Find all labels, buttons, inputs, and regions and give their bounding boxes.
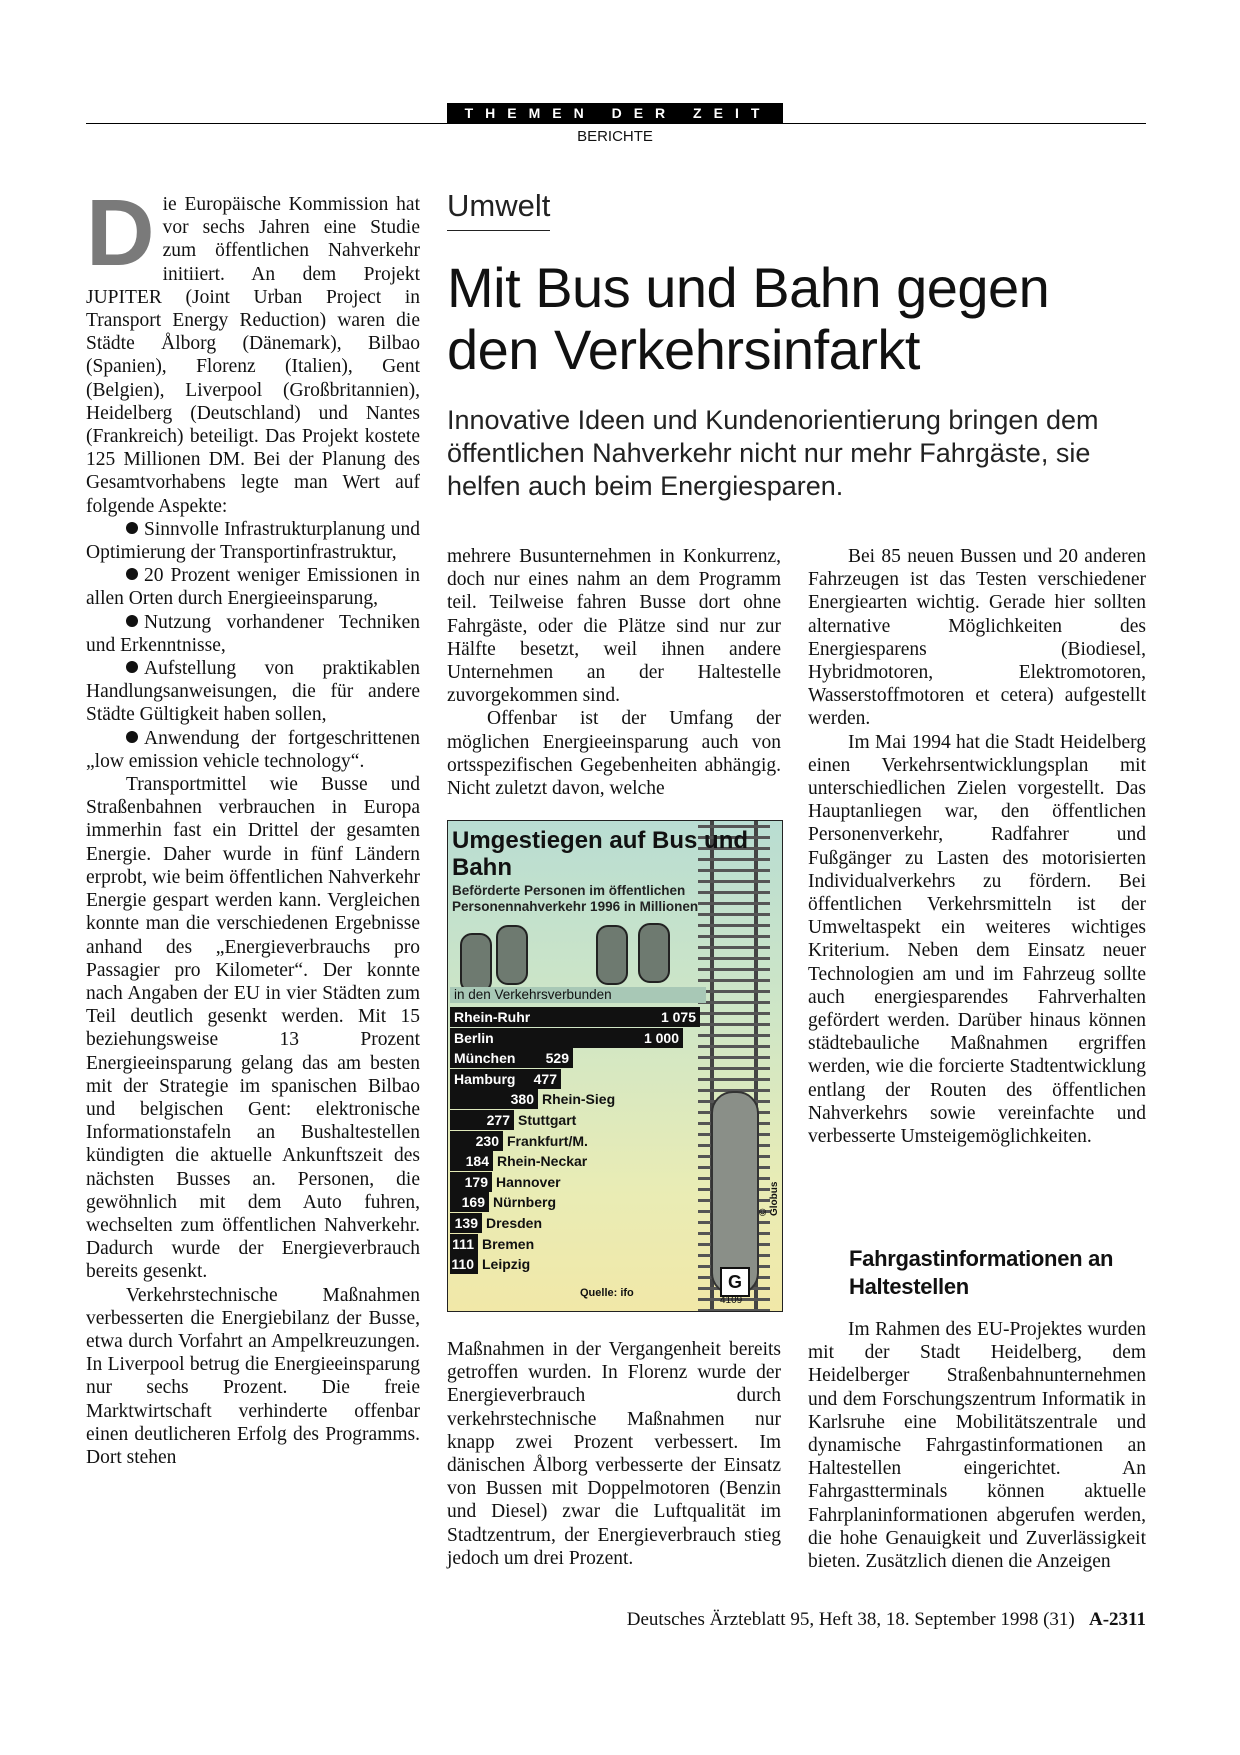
bar-value-label: 477	[533, 1070, 557, 1087]
rail-tie	[698, 935, 770, 938]
bar-value-label: 529	[545, 1050, 569, 1067]
drop-cap: D	[86, 180, 155, 286]
paragraph: Verkehrstechnische Maßnahmen verbesserten die Energiebilanz der Busse, etwa durch Vorfahrt an Ampelkreuzungen. In Liverpool betrug die Energieeinsparung nur sechs Prozent. Die freie Marktwirtschaft verhinderte offenbar einen deutlicheren Erfolg des Programms. Dort stehen	[86, 1284, 420, 1468]
bar-value-label: 380	[510, 1091, 534, 1108]
bar-category-label: Hamburg	[454, 1070, 516, 1087]
bullet-dot-icon	[126, 731, 138, 743]
rail-tie	[698, 1023, 770, 1026]
bar-category-label: Stuttgart	[518, 1112, 577, 1128]
chart-bar	[450, 1254, 478, 1274]
chart-bar	[450, 1192, 489, 1212]
paragraph: Bei 85 neuen Bussen und 20 anderen Fahrzeugen ist das Testen verschiedener Energiearten wichtig. Gerade hier sollten alternative Möglichkeiten des Energiesparens (Biodiesel, Hybridmotoren, Elektromotoren, Wasserstoffmotoren et cetera) aufgestellt werden.	[808, 546, 1146, 730]
chart-bar	[450, 1110, 514, 1130]
paragraph-text: ie Europäische Kommission hat vor sechs Jahren eine Studie zum öffentlichen Nahverkehr initiiert. An dem Projekt JUPITER (Joint Urban Project in Transport Energy Reduction) waren die Städte Ålborg (Dänemark), Bilbao (Spanien), Florenz (Italien), Gent (Belgien), Liverpool (Großbritannien), Heidelberg (Deutschland) und Nantes (Frankreich) beteiligt. Das Projekt kostete 125 Millionen DM. Bei der Planung des Gesamtvorhabens legte man Wert auf folgende Aspekte:	[86, 194, 420, 517]
article-headline: Mit Bus und Bahn gegen den Verkehrsinfarkt	[447, 256, 1050, 381]
car-icon	[596, 925, 628, 985]
bullet-dot-icon	[126, 522, 138, 534]
bar-value-label: 139	[454, 1215, 478, 1231]
rail-tie	[698, 1078, 770, 1081]
rail-tie	[698, 957, 770, 960]
rail-tie	[698, 924, 770, 927]
graphic-brand: © Globus	[758, 1181, 780, 1216]
paragraph: Im Mai 1994 hat die Stadt Heidelberg einen Verkehrsentwicklungsplan mit unterschiedlichen Zielen vorgestellt. Das Hauptanliegen war, den öffentlichen Personenverkehr, Radfahrer und Fußgänger zu Lasten des motorisierten Individualverkehrs zu fördern. Bei öffentlichen Verkehrsmitteln ist der Umweltaspekt ein weiteres wichtiges Kriterium. Neben dem Einsatz neuer Technologien am und im Fahrzeug sollte auch energiesparendes Fahrverhalten gefördert werden. Darüber hinaus können städtebauliche Maßnahmen ergriffen werden, wie die forcierte Stadtentwicklung entlang der Routen des öffentlichen Nahverkehrs sowie vereinfachte und verbesserte Umsteigemöglichkeiten.	[808, 731, 1146, 1148]
rail-tie	[698, 1067, 770, 1070]
bar-category-label: Bremen	[482, 1235, 535, 1252]
bar-value-label: 110	[451, 1256, 474, 1273]
graphic-title: Umgestiegen auf Bus und Bahn	[452, 827, 749, 881]
bullet-item	[86, 657, 420, 727]
article-column-2	[447, 545, 781, 800]
bar-category-label: Rhein-Neckar	[497, 1153, 588, 1170]
bar-value-label: 111	[452, 1235, 474, 1252]
bullet-item	[86, 727, 420, 773]
chart-bar	[450, 1213, 482, 1233]
chart-bar	[450, 1234, 478, 1254]
bullet-text: Nutzung vorhandener Techniken und Erkenntnisse,	[86, 611, 420, 656]
rail-tie	[698, 990, 770, 993]
section-banner: THEMEN DER ZEIT	[447, 103, 783, 123]
bullet-item	[86, 564, 420, 610]
paragraph: Maßnahmen in der Vergangenheit bereits getroffen wurden. In Florenz wurde der Energieverbrauch durch verkehrstechnische Maßnahmen nur knapp zwei Prozent verbessert. Im dänischen Ålborg verbesserte der Einsatz von Bussen mit Doppelmotoren (Benzin und Diesel) zwar die Luftqualität im Stadtzentrum, der Energieverbrauch stieg jedoch um drei Prozent.	[447, 1339, 781, 1569]
bullet-text: Sinnvolle Infrastrukturplanung und Optimierung der Transportinfrastruktur,	[86, 518, 420, 564]
header-rule	[86, 123, 1146, 124]
rail-tie	[698, 1012, 770, 1015]
bar-category-label: Dresden	[486, 1215, 543, 1231]
paragraph: Im Rahmen des EU-Projektes wurden mit der Stadt Heidelberg, dem Heidelberger Straßenbahnunternehmen und dem Forschungszentrum Informatik in Karlsruhe eine Mobilitätszentrale und dynamische Fahrgastinformationen an Haltestellen eingerichtet. An Fahrgastterminals können aktuelle Fahrplaninformationen abgerufen werden, die hohe Genauigkeit und Zuverlässigkeit bieten. Zusätzlich dienen die Anzeigen	[808, 1319, 1146, 1573]
rail-tie	[698, 979, 770, 982]
bar-value-label: 1 000	[643, 1029, 679, 1046]
bullet-text: Aufstellung von praktikablen Handlungsanweisungen, die für andere Städte Gültigkeit haben sollen,	[86, 658, 420, 726]
bullet-text: 20 Prozent weniger Emissionen in allen Orten durch Energieeinsparung,	[86, 565, 420, 610]
graphic-region-label: in den Verkehrsverbunden	[450, 987, 706, 1003]
rail-tie	[698, 1056, 770, 1059]
rail-tie	[698, 946, 770, 949]
bullet-text: Anwendung der fortgeschrittenen „low emission vehicle technology“.	[86, 727, 420, 772]
footer-citation: Deutsches Ärzteblatt 95, Heft 38, 18. September 1998 (31)	[626, 1609, 1075, 1630]
rail-tie	[698, 1034, 770, 1037]
bar-value-label: 184	[465, 1153, 489, 1170]
bar-value-label: 230	[475, 1132, 499, 1149]
article-column-2-continued	[447, 1338, 781, 1570]
bar-value-label: 169	[461, 1194, 485, 1211]
paragraph: mehrere Busunternehmen in Konkurrenz, doch nur eines nahm an dem Programm teil. Teilweise fahren Busse dort ohne Fahrgäste, oder die Plätze sind nur zur Hälfte besetzt, weil ihnen andere Unternehmen an der Haltestelle zuvorgekommen sind.	[447, 546, 781, 707]
bar-category-label: Rhein-Sieg	[542, 1091, 616, 1108]
graphic-number: 4109	[720, 1295, 743, 1306]
bullet-item	[86, 611, 420, 657]
bar-category-label: Rhein-Ruhr	[454, 1009, 531, 1025]
bullet-dot-icon	[126, 568, 138, 580]
article-deck: Innovative Ideen und Kundenorientierung bringen dem öffentlichen Nahverkehr nicht nur mehr Fahrgäste, sie helfen auch beim Energiesparen.	[447, 405, 1099, 501]
graphic-source: Quelle: ifo	[580, 1287, 634, 1299]
chart-bar	[450, 1131, 503, 1151]
rail-tie	[698, 1045, 770, 1048]
page-number: A-2311	[1089, 1609, 1146, 1630]
bar-value-label: 1 075	[660, 1009, 696, 1025]
chart-bar	[450, 1151, 493, 1171]
section-subhead: Fahrgastinformationen an Haltestellen	[849, 1246, 1114, 1299]
bar-category-label: Nürnberg	[493, 1194, 556, 1211]
chart-bar	[450, 1028, 683, 1048]
car-icon	[638, 923, 670, 983]
bullet-item	[86, 518, 420, 564]
bar-value-label: 179	[464, 1173, 488, 1190]
article-column-3	[808, 545, 1146, 1148]
bullet-dot-icon	[126, 661, 138, 673]
car-icon	[460, 933, 492, 993]
subsection-label: BERICHTE	[577, 128, 653, 145]
chart-bar	[450, 1048, 573, 1068]
infographic	[447, 820, 783, 1312]
article-kicker: Umwelt	[447, 188, 550, 231]
bar-category-label: München	[454, 1050, 516, 1067]
bar-value-label: 277	[486, 1112, 510, 1128]
page-footer	[580, 1609, 1146, 1631]
article-column-3-continued	[808, 1318, 1146, 1573]
bullet-dot-icon	[126, 615, 138, 627]
bar-category-label: Hannover	[496, 1173, 561, 1190]
chart-bar	[450, 1089, 538, 1109]
chart-bar	[450, 1007, 700, 1027]
bar-category-label: Frankfurt/M.	[507, 1132, 588, 1149]
paragraph: Transportmittel wie Busse und Straßenbahnen verbrauchen in Europa immerhin fast ein Drittel der gesamten Energie. Daher wurde in fünf Ländern erprobt, wie beim öffentlichen Nahverkehr Energie gespart werden kann. Vergleichen konnte man die verschiedenen Ergebnisse anhand des „Energieverbrauchs pro Passagier pro Kilometer“. Der konnte nach Angaben der EU in vier Städten zum Teil deutlich gesenkt werden. Mit 15 beziehungsweise 13 Prozent Energieeinsparung gelang das am besten mit der Strategie im spanischen Bilbao und belgischen Gent: elektronische Informationstafeln an Bushaltestellen kündigten die aktuelle Ankunftszeit des nächsten Busses an. Personen, die gewöhnlich mit dem Auto fuhren, wechselten zum öffentlichen Nahverkehr. Dadurch wurde der Energieverbrauch bereits gesenkt.	[86, 774, 420, 1283]
globus-logo-icon: G	[720, 1267, 750, 1297]
tram-illustration	[711, 1091, 759, 1295]
rail-tie	[698, 968, 770, 971]
graphic-subtitle: Beförderte Personen im öffentlichen Personennahverkehr 1996 in Millionen	[452, 883, 699, 914]
rail-tie	[698, 1309, 770, 1312]
paragraph	[86, 180, 420, 518]
chart-bar	[450, 1069, 561, 1089]
article-column-1	[86, 180, 420, 1469]
rail-tie	[698, 1001, 770, 1004]
bar-category-label: Berlin	[454, 1029, 494, 1046]
car-icon	[496, 925, 528, 985]
chart-bar	[450, 1172, 492, 1192]
paragraph: Offenbar ist der Umfang der möglichen Energieeinsparung auch von ortsspezifischen Gegebenheiten abhängig. Nicht zuletzt davon, welche	[447, 708, 781, 800]
bar-category-label: Leipzig	[482, 1256, 531, 1273]
